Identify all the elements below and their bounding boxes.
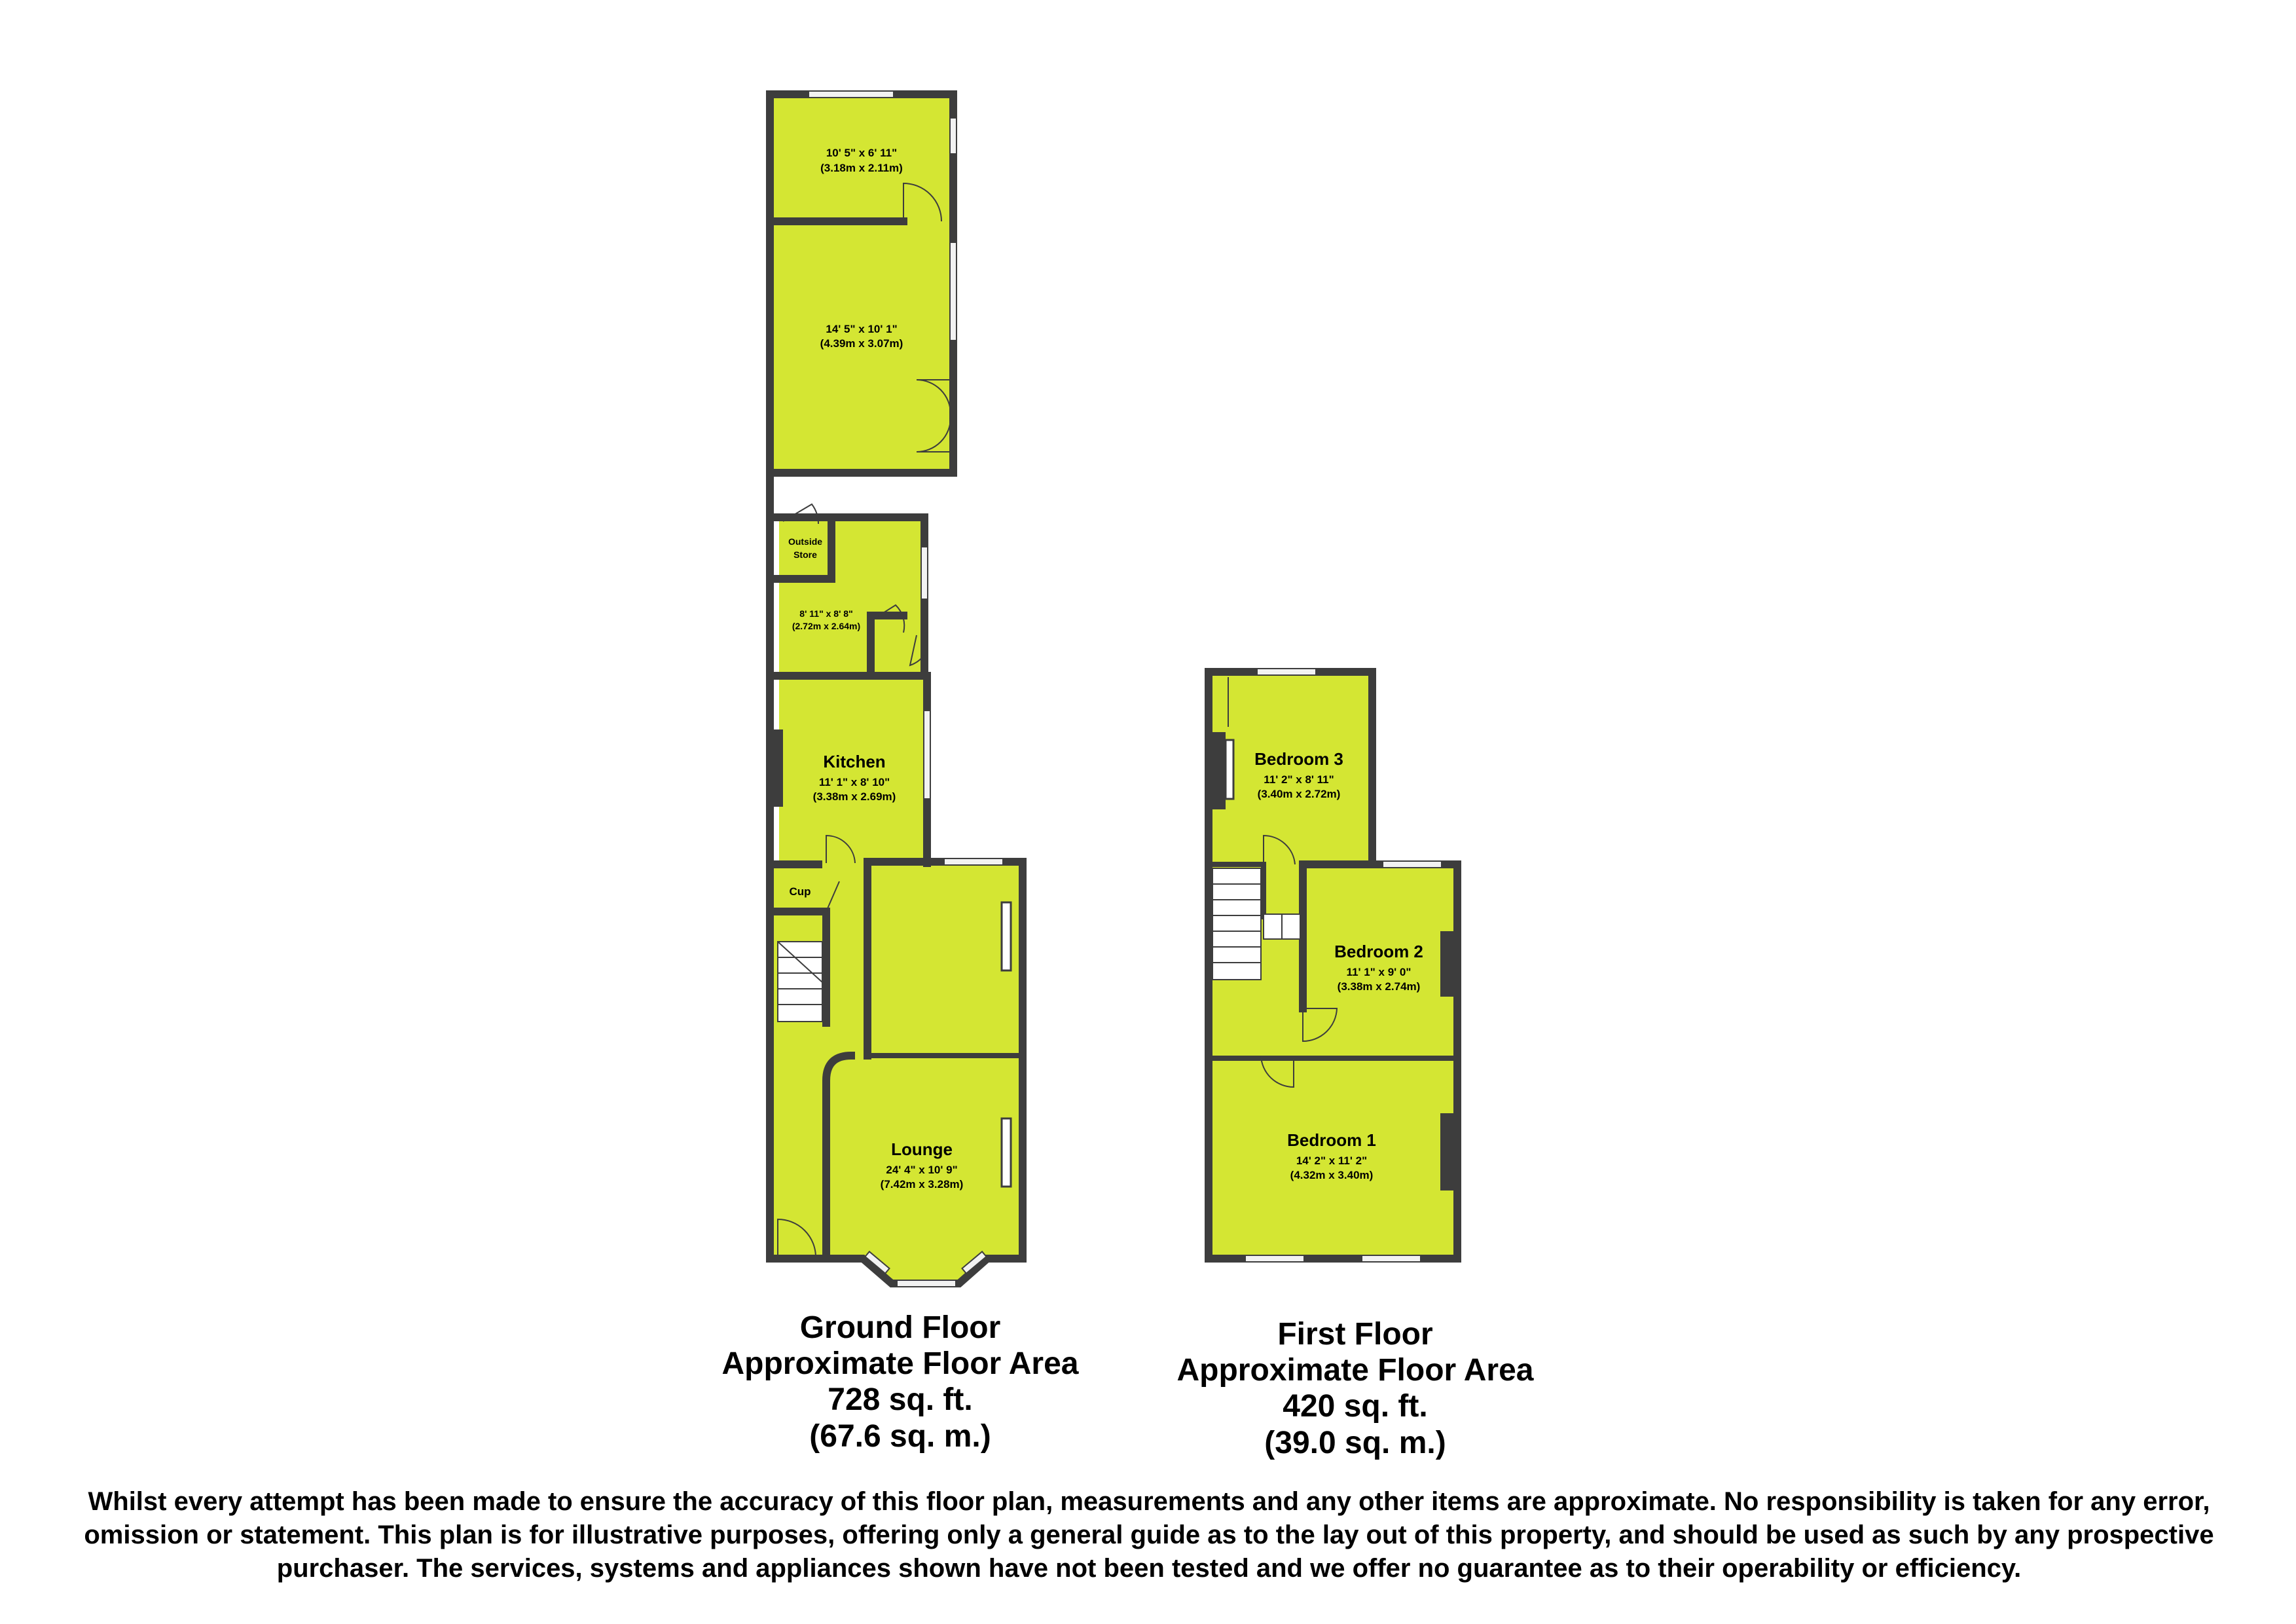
chimney-breast bbox=[770, 729, 783, 807]
rear-room-floor bbox=[773, 97, 951, 221]
lounge-label: Lounge bbox=[891, 1139, 953, 1159]
bedroom1-label: Bedroom 1 bbox=[1287, 1130, 1376, 1150]
first-floor-area-sqft: 420 sq. ft. bbox=[1283, 1389, 1428, 1424]
bedroom2-label: Bedroom 2 bbox=[1334, 942, 1423, 961]
bedroom3-dims-imperial: 11' 2" x 8' 11" bbox=[1264, 773, 1334, 786]
window bbox=[1257, 669, 1316, 675]
disclaimer-text: Whilst every attempt has been made to ensure the accuracy of this floor plan, measurements and any other items are approximate. No responsibility is taken for any error, omission or statement. This plan is for illustrative purposes, offering only a general guide as to the lay out of this property, and should be used as such by any prospective purchaser. The services, systems and appliances shown have not been tested and we offer no guarantee as to their operability or efficiency. bbox=[84, 1487, 2214, 1583]
cupboard-label: Cup bbox=[789, 885, 811, 898]
utility-dims-imperial: 8' 11" x 8' 8" bbox=[799, 608, 853, 619]
ground-floor-area-sqft: 728 sq. ft. bbox=[828, 1382, 973, 1418]
ground-floor-caption bbox=[687, 1310, 1113, 1454]
window bbox=[921, 547, 928, 599]
window bbox=[809, 91, 894, 98]
garden-room-dims-metric: (4.39m x 3.07m) bbox=[820, 337, 903, 350]
bedroom3-floor bbox=[1211, 674, 1370, 871]
lounge-dims-metric: (7.42m x 3.28m) bbox=[880, 1178, 964, 1190]
fireplace bbox=[1002, 902, 1011, 970]
window bbox=[950, 242, 957, 341]
ground-floor-title: Ground Floor bbox=[799, 1310, 1001, 1345]
bedroom3-label: Bedroom 3 bbox=[1254, 749, 1343, 769]
chimney-breast bbox=[1440, 1113, 1457, 1190]
ground-floor-subtitle: Approximate Floor Area bbox=[721, 1346, 1079, 1382]
window bbox=[1383, 861, 1442, 868]
window bbox=[897, 1280, 956, 1287]
first-floor-plan bbox=[1209, 669, 1457, 1262]
first-floor-caption bbox=[1126, 1316, 1584, 1461]
chimney-breast bbox=[1440, 931, 1457, 997]
bedroom3-dims-metric: (3.40m x 2.72m) bbox=[1257, 788, 1341, 800]
first-floor-subtitle: Approximate Floor Area bbox=[1176, 1353, 1534, 1388]
bedroom2-dims-imperial: 11' 1" x 9' 0" bbox=[1346, 966, 1412, 978]
kitchen-dims-imperial: 11' 1" x 8' 10" bbox=[818, 776, 890, 788]
first-floor-area-sqm: (39.0 sq. m.) bbox=[1264, 1425, 1446, 1460]
bedroom1-dims-imperial: 14' 2" x 11' 2" bbox=[1296, 1154, 1368, 1167]
staircase bbox=[778, 942, 822, 1022]
rear-room-dims-imperial: 10' 5" x 6' 11" bbox=[826, 147, 898, 159]
ground-floor-area-sqm: (67.6 sq. m.) bbox=[809, 1418, 991, 1454]
rear-room-dims-metric: (3.18m x 2.11m) bbox=[820, 162, 903, 174]
bedroom1-dims-metric: (4.32m x 3.40m) bbox=[1290, 1169, 1374, 1181]
fireplace bbox=[1226, 740, 1233, 799]
bedroom2-dims-metric: (3.38m x 2.74m) bbox=[1337, 980, 1421, 993]
outside-store-label-2: Store bbox=[793, 549, 817, 560]
outside-store-label-1: Outside bbox=[788, 536, 823, 547]
chimney-breast bbox=[1209, 732, 1226, 809]
kitchen-dims-metric: (3.38m x 2.69m) bbox=[812, 790, 896, 803]
first-floor-title: First Floor bbox=[1277, 1317, 1433, 1352]
kitchen-label: Kitchen bbox=[823, 752, 886, 771]
window bbox=[1245, 1255, 1304, 1262]
ground-floor-plan bbox=[770, 91, 1023, 1287]
window bbox=[944, 858, 1003, 865]
garden-room-dims-imperial: 14' 5" x 10' 1" bbox=[826, 323, 898, 335]
window bbox=[1362, 1255, 1421, 1262]
fireplace bbox=[1002, 1118, 1011, 1187]
window bbox=[950, 118, 957, 154]
lounge-dims-imperial: 24' 4" x 10' 9" bbox=[886, 1164, 958, 1176]
utility-dims-metric: (2.72m x 2.64m) bbox=[792, 621, 861, 631]
window bbox=[924, 710, 930, 799]
